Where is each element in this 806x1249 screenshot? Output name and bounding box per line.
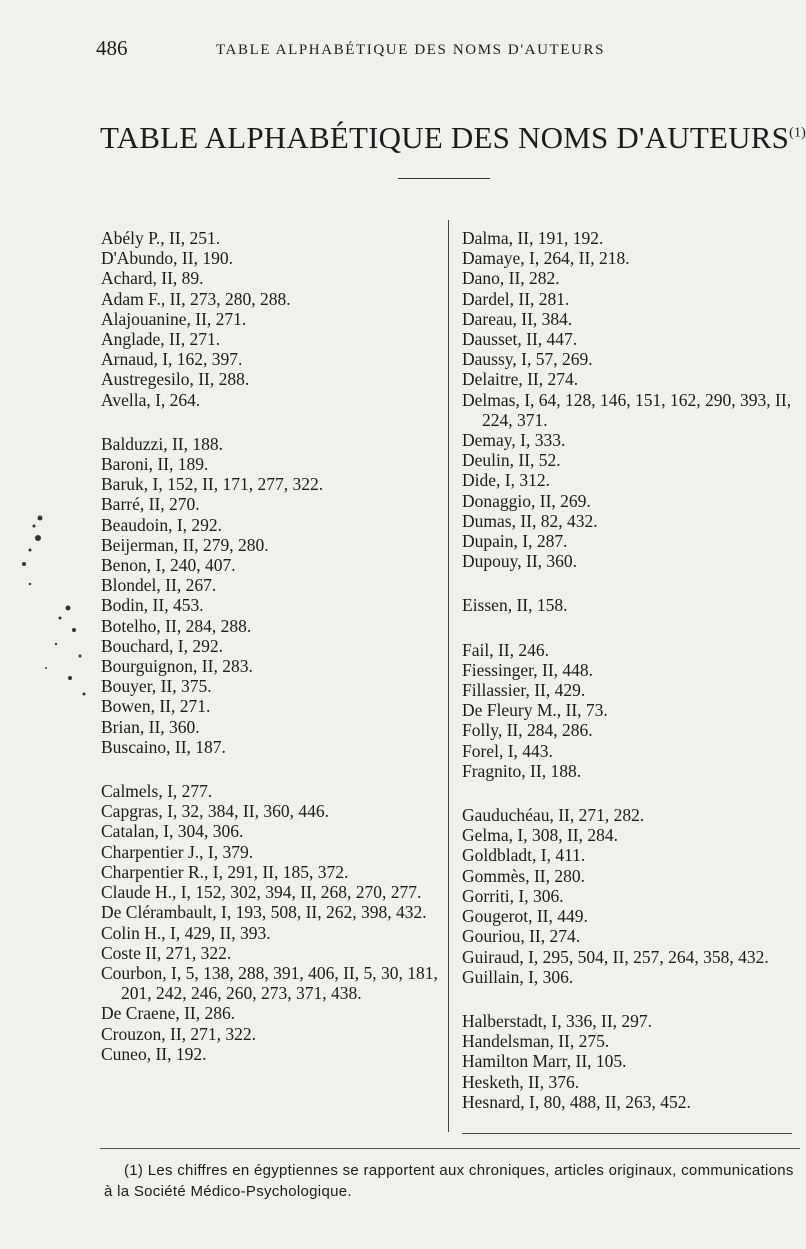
index-entry: Halberstadt, I, 336, II, 297. [462,1010,653,1031]
index-entry: Barré, II, 270. [101,494,200,515]
index-entry: Buscaino, II, 187. [101,736,226,757]
entry-group-a [101,228,441,410]
index-entry: Daussy, I, 57, 269. [462,349,593,370]
index-entry: Abély P., II, 251. [101,228,221,248]
index-entry: Forel, I, 443. [462,740,553,761]
page-title-text: TABLE ALPHABÉTIQUE DES NOMS D'AUTEURS [100,120,790,155]
group-spacer [462,781,800,805]
index-entry: Coste II, 271, 322. [101,942,232,963]
index-entry: Benon, I, 240, 407. [101,555,236,576]
index-entry: Gommès, II, 280. [462,865,585,886]
index-entry: Hamilton Marr, II, 105. [462,1051,627,1072]
group-spacer [101,410,441,434]
index-entry: Capgras, I, 32, 384, II, 360, 446. [101,801,329,822]
index-entry: Bowen, II, 271. [101,696,211,717]
group-spacer [462,616,800,640]
index-entry: Claude H., I, 152, 302, 394, II, 268, 270, 277. [101,882,422,903]
column-bottom-rule [462,1133,792,1134]
index-entry: Colin H., I, 429, II, 393. [101,922,271,943]
index-entry: Damaye, I, 264, II, 218. [462,248,630,269]
entry-group-g [462,805,800,987]
index-entry: Calmels, I, 277. [101,781,213,802]
index-entry: Eissen, II, 158. [462,595,568,616]
index-entry: Hesnard, I, 80, 488, II, 263, 452. [462,1091,691,1112]
index-entry: Gelma, I, 308, II, 284. [462,825,619,846]
index-entry: Fillassier, II, 429. [462,680,586,701]
group-spacer [462,987,800,1011]
index-entry: Botelho, II, 284, 288. [101,615,252,636]
index-entry: Arnaud, I, 162, 397. [101,349,243,370]
index-entry: Dupain, I, 287. [462,531,568,552]
index-entry: Guiraud, I, 295, 504, II, 257, 264, 358, 432. [462,946,769,967]
index-entry: De Clérambault, I, 193, 508, II, 262, 398, 432. [101,902,427,923]
index-entry: De Fleury M., II, 73. [462,700,608,721]
index-entry: Avella, I, 264. [101,389,201,410]
index-entry: Handelsman, II, 275. [462,1031,610,1052]
footnote-rule [100,1148,800,1149]
index-entry: Folly, II, 284, 286. [462,720,593,741]
entry-group-d [462,228,800,571]
index-entry: Fiessinger, II, 448. [462,659,594,680]
index-entry: Alajouanine, II, 271. [101,308,247,329]
index-entry: Adam F., II, 273, 280, 288. [101,288,291,309]
index-entry: Charpentier R., I, 291, II, 185, 372. [101,861,349,882]
index-entry: Deulin, II, 52. [462,450,561,471]
entry-group-c [101,781,441,1064]
column-divider [448,220,449,1132]
index-entry: Bouyer, II, 375. [101,676,212,697]
index-entry: Dausset, II, 447. [462,329,578,350]
page-title [100,120,806,156]
index-entry: Balduzzi, II, 188. [101,433,223,454]
index-entry: Bodin, II, 453. [101,595,204,616]
index-entry: Fail, II, 246. [462,639,550,660]
index-entry: Demay, I, 333. [462,430,566,451]
index-entry: Dumas, II, 82, 432. [462,510,598,531]
index-entry: Baroni, II, 189. [101,454,209,475]
index-entry: Charpentier J., I, 379. [101,841,254,862]
index-entry: Gorriti, I, 306. [462,885,564,906]
entry-group-b [101,434,441,757]
index-entry: Gauduchéau, II, 271, 282. [462,805,645,826]
author-index-left-column [101,228,441,1064]
index-entry: Guillain, I, 306. [462,966,574,987]
index-entry: Anglade, II, 271. [101,329,221,350]
index-entry: Goldbladt, I, 411. [462,845,586,866]
index-entry: Hesketh, II, 376. [462,1071,580,1092]
index-entry: Delaitre, II, 274. [462,369,579,390]
entry-group-h [462,1011,800,1112]
index-entry: Courbon, I, 5, 138, 288, 391, 406, II, 5, 30, 181, 201, 242, 246, 260, 273, 371, 438. [101,962,438,1004]
index-entry: Austregesilo, II, 288. [101,369,250,390]
running-head [96,36,756,66]
index-entry: Bourguignon, II, 283. [101,656,253,677]
index-entry: Brian, II, 360. [101,716,200,737]
index-entry: Blondel, II, 267. [101,575,217,596]
index-entry: Catalan, I, 304, 306. [101,821,244,842]
index-entry: Dalma, II, 191, 192. [462,228,604,248]
index-entry: Fragnito, II, 188. [462,760,582,781]
index-entry: Dano, II, 282. [462,268,560,289]
title-rule [398,178,490,179]
group-spacer [462,571,800,595]
author-index-right-column [462,228,800,1112]
ink-specks-decoration [0,480,100,720]
index-entry: Cuneo, II, 192. [101,1043,207,1064]
entry-group-e [462,595,800,615]
index-entry: Beijerman, II, 279, 280. [101,534,269,555]
index-entry: Dide, I, 312. [462,470,550,491]
index-entry: De Craene, II, 286. [101,1003,236,1024]
index-entry: Achard, II, 89. [101,268,204,289]
index-entry: Dareau, II, 384. [462,308,573,329]
page-number: 486 [96,36,128,60]
index-entry: Baruk, I, 152, II, 171, 277, 322. [101,474,324,495]
index-entry: Beaudoin, I, 292. [101,514,223,535]
index-entry: Dardel, II, 281. [462,288,570,309]
index-entry: Crouzon, II, 271, 322. [101,1023,257,1044]
entry-group-f [462,640,800,781]
index-entry: D'Abundo, II, 190. [101,248,233,269]
index-entry: Gouriou, II, 274. [462,926,581,947]
running-title: TABLE ALPHABÉTIQUE DES NOMS D'AUTEURS [216,42,606,58]
group-spacer [101,757,441,781]
index-entry: Bouchard, I, 292. [101,635,223,656]
index-entry: Gougerot, II, 449. [462,906,588,927]
index-entry: Delmas, I, 64, 128, 146, 151, 162, 290, 393, II, 224, 371. [462,389,792,430]
index-entry: Dupouy, II, 360. [462,551,578,572]
footnote-marker: (1) [789,125,806,141]
index-entry: Donaggio, II, 269. [462,490,591,511]
footnote: (1) Les chiffres en égyptiennes se rapportent aux chroniques, articles originaux, communications à la Société Médico-Psychologique. [104,1162,794,1200]
